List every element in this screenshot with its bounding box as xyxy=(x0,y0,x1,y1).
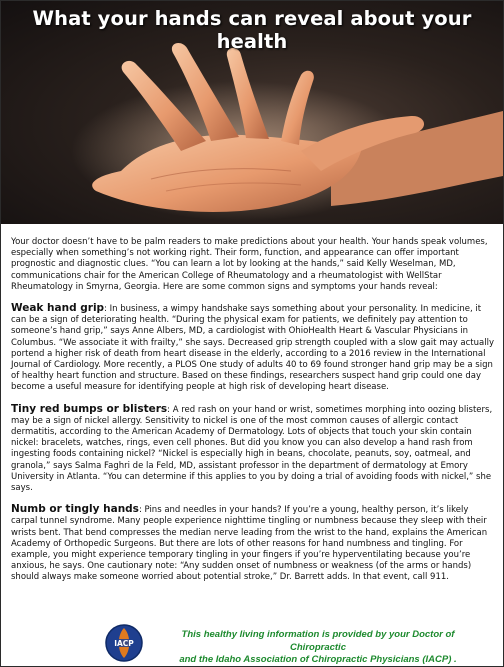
section-heading: Numb or tingly hands xyxy=(11,503,139,516)
footer xyxy=(1,623,503,665)
page-title: What your hands can reveal about your health xyxy=(32,7,472,53)
section-weak-hand-grip xyxy=(11,303,497,394)
footer-credit xyxy=(153,629,483,667)
section-red-bumps xyxy=(11,404,497,495)
section-heading: Weak hand grip xyxy=(11,302,105,315)
section-text: : In business, a wimpy handshake says something about your personality. In medicine, it can be a sign of deteriorating health. “During the physical exam for patients, we definitely pay attention to someone’s hand grip,” says Anne Albers, MD, a cardiologist with OhioHealth Heart & Vascular Physicians in Columbus. “We associate it with frailty,” she says. Decreased grip strength coupled with a slow gait may actually portend a higher risk of death from heart disease in the elderly, according to a 2016 review in the International Journal of Cardiology. More recently, a PLOS One study of adults 40 to 69 found stronger hand grip may be a sign of healthy heart function and structure. Based on these findings, researchers suspect hand grip could one day become a useful measure for identifying people at high risk of developing heart disease. xyxy=(11,304,494,393)
section-text: : A red rash on your hand or wrist, sometimes morphing into oozing blisters, may be a sign of nickel allergy. Sensitivity to nickel is one of the most common causes of allergic contact dermatitis, according to the American Academy of Dermatology. Lots of objects that touch your skin contain nickel: bracelets, watches, rings, even cell phones. But did you know you can also develop a hand rash from ingesting foods containing nickel? “Nickel is especially high in beans, chocolate, peanuts, soy, oatmeal, and granola,” says Salma Faghri de la Feld, MD, assistant professor in the department of dermatology at Emory University in Atlanta. “You can determine if this applies to you by doing a trial of avoiding foods with nickel,” she says. xyxy=(11,404,493,494)
footer-line-2: and the Idaho Association of Chiropractic Physicians (IACP) . xyxy=(179,654,457,665)
section-text: : Pins and needles in your hands? If you’re a young, healthy person, it’s likely carpal tunnel syndrome. Many people experience nighttime tingling or numbness because they sleep with their wrists bent. That bend compresses the median nerve leading from the wrist to the hand, explains the American Academy of Orthopedic Surgeons. But there are lots of other reasons for hand numbness and tingling. For example, you might experience temporary tingling in your fingers if you’re hyperventilating because you’re anxious, he says. One cautionary note: “Any sudden onset of numbness or weakness (of the arms or hands) should always make someone worried about potential stroke,” Dr. Barrett adds. In that event, call 911. xyxy=(11,505,488,583)
intro-paragraph: Your doctor doesn’t have to be palm readers to make predictions about your health. Your hands speak volumes, especially when something’s not working right. Their form, function, and appearance can offer important prognostic and diagnostic clues. “You can learn a lot by looking at the hands,” said Kelly Weselman, MD, communications chair for the American College of Rheumatology and a rheumatologist with WellStar Rheumatology in Smyrna, Georgia. Here are some common signs and symptoms your hands reveal: xyxy=(11,237,488,292)
section-numb-hands xyxy=(11,504,497,583)
hero-image xyxy=(1,1,503,224)
svg-text:IACP: IACP xyxy=(114,639,134,648)
article-body xyxy=(11,237,497,594)
footer-line-1: This healthy living information is provided by your Doctor of Chiropractic xyxy=(181,629,455,653)
iacp-logo xyxy=(105,623,143,663)
section-heading: Tiny red bumps or blisters xyxy=(11,402,168,415)
